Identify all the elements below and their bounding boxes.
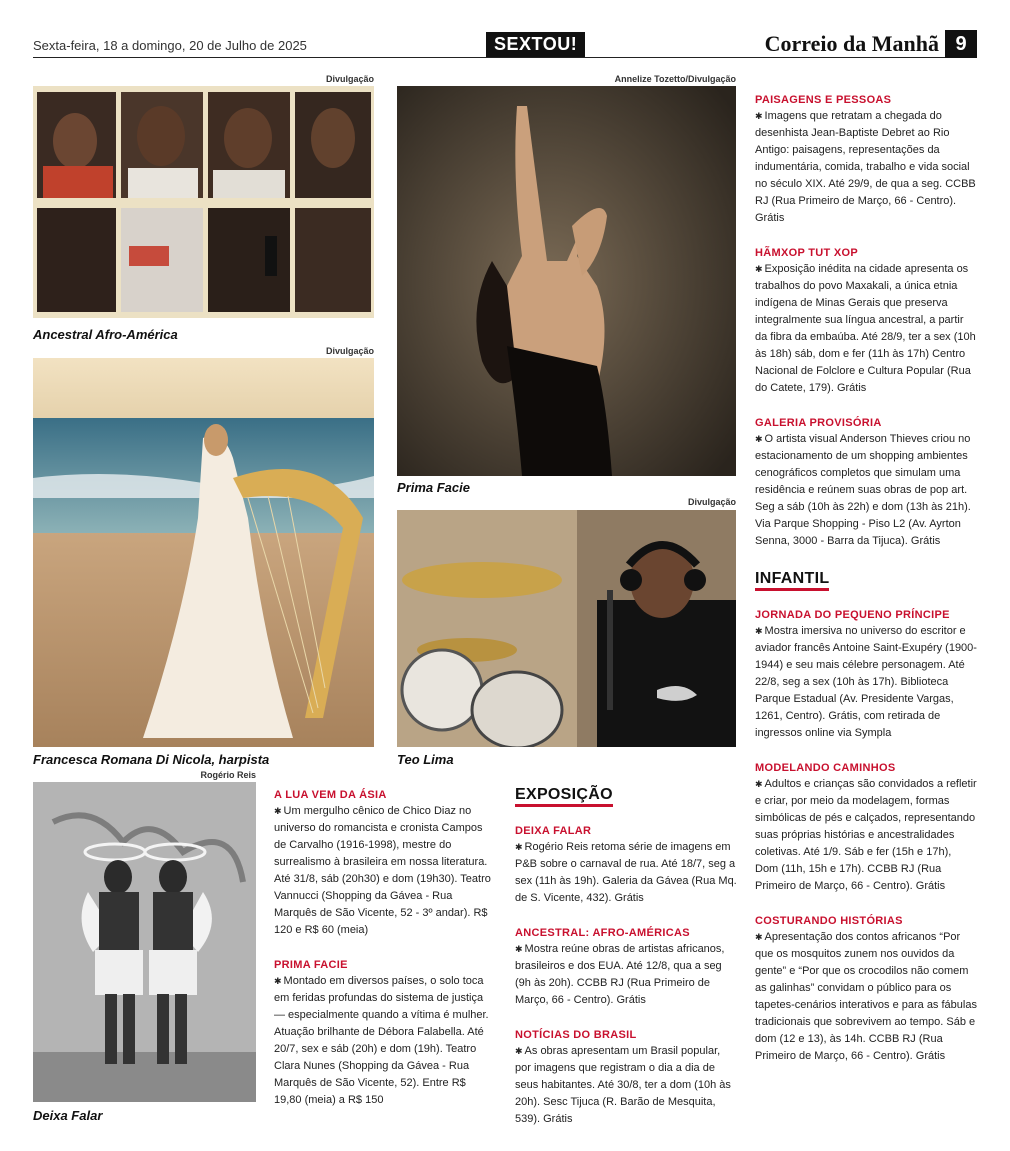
listing-title: GALERIA PROVISÓRIA	[755, 417, 882, 429]
listing-title: A LUA VEM DA ÁSIA	[274, 789, 387, 801]
caption-harpist: Francesca Romana Di Nicola, harpista	[33, 752, 270, 767]
listing-text: ✱ As obras apresentam um Brasil popular, por imagens que registram o dia a dia de seus habitantes. Até 30/8, ter a dom (10h às 20h). Sesc Tijuca (R. Barão de Mesquita, 539). Grátis	[515, 1043, 737, 1128]
listing-title: COSTURANDO HISTÓRIAS	[755, 915, 903, 927]
listing-text: ✱ Exposição inédita na cidade apresenta os trabalhos do povo Maxakali, a única etnia indígena de Minas Gerais que preserva integralmente sua língua ancestral, a partir da fibra da embaúba. Até 28/9, ter a sex (10h às 18h) sáb, dom e fer (11h às 17h) Centro Nacional de Folclore e Cultura Popular (Rua do Catete, 179). Grátis	[755, 261, 977, 397]
caption-ancestral: Ancestral Afro-América	[33, 327, 178, 342]
photo-credit-harpist: Divulgação	[325, 346, 374, 356]
photo-teo-lima	[397, 510, 736, 747]
issue-date: Sexta-feira, 18 a domingo, 20 de Julho de 2025	[33, 38, 307, 53]
photo-deixa-falar	[33, 782, 256, 1102]
listing-text: ✱ Mostra imersiva no universo do escritor e aviador francês Antoine Saint-Exupéry (1900-1944) e seu mais célebre personagem. Até 22/8, seg a sex (10h às 17h). Biblioteca Parque Estadual (Av. Presidente Vargas, 1261, Centro). Grátis, com retirada de ingressos online via Sympla	[755, 623, 977, 742]
listing-text: ✱ Adultos e crianças são convidados a refletir e criar, por meio da modelagem, formas simbólicas de pés e calçados, representando suas próprias histórias e ancestralidades coletivas. Até 1/9. Sáb e fer (15h e 17h), Dom (11h, 15h e 17h). CCBB RJ (Rua Primeiro de Março, 66 - Centro). Grátis	[755, 776, 977, 895]
caption-prima: Prima Facie	[397, 480, 470, 495]
listing-title: HÃMXOP TUT XOP	[755, 247, 859, 259]
caption-deixa: Deixa Falar	[33, 1108, 103, 1123]
listing-text: ✱ Montado em diversos países, o solo toca em feridas profundas do sistema de justiça — especialmente quando a vítima é mulher. Atuação brilhante de Débora Falabella. Até 20/7, sex e sáb (20h) e dom (19h). Teatro Clara Nunes (Shopping da Gávea - Rua Marquês de São Vicente, 52). Entre R$ 19,80 (meia) a R$ 150	[274, 973, 496, 1109]
section-heading-exposicao: EXPOSIÇÃO	[515, 786, 613, 807]
newspaper-logo: Correio da Manhã	[764, 31, 939, 56]
text-column-right	[755, 92, 977, 1083]
text-column-theatre	[274, 787, 496, 1127]
listing-title: JORNADA DO PEQUENO PRÍNCIPE	[755, 609, 950, 621]
page-number: 9	[945, 30, 977, 58]
photo-credit-ancestral: Divulgação	[325, 74, 374, 84]
photo-harpist	[33, 358, 374, 747]
photo-prima-facie	[397, 86, 736, 476]
listing-title: NOTÍCIAS DO BRASIL	[515, 1029, 637, 1041]
listing-text: ✱ Um mergulho cênico de Chico Diaz no universo do romancista e cronista Campos de Carvalho (1916-1998), mestre do surrealismo à brasileira em nossa literatura. Até 31/8, sáb (20h30) e dom (19h30). Teatro Vannucci (Shopping da Gávea - Rua Marquês de São Vicente, 52 - 3º andar). R$ 120 e R$ 60 (meia)	[274, 803, 496, 939]
listing-text: ✱ Imagens que retratam a chegada do desenhista Jean-Baptiste Debret ao Rio Antigo: paisagens, representações da indumentária, comida, trabalho e vida social no século XIX. Até 29/9, de qua a seg. CCBB RJ (Rua Primeiro de Março, 66 - Centro). Grátis	[755, 108, 977, 227]
listing-text: ✱ Mostra reúne obras de artistas africanos, brasileiros e dos EUA. Até 12/8, qua a seg (9h às 20h). CCBB RJ (Rua Primeiro de Março, 66 - Centro). Grátis	[515, 941, 737, 1009]
listing-title: MODELANDO CAMINHOS	[755, 762, 896, 774]
listing-title: PRIMA FACIE	[274, 959, 348, 971]
photo-credit-deixa: Rogério Reis	[200, 770, 256, 780]
listing-title: DEIXA FALAR	[515, 825, 592, 837]
listing-text: ✱ Apresentação dos contos africanos “Por que os mosquitos zunem nos ouvidos da gente” e “Por que os crocodilos não comem as galinhas” convidam o público para os tapetes-cenários interativos e para as fábulas tradicionais que sobrevivem ao tempo. Sáb e dom (12 e 13), às 14h. CCBB RJ (Rua Primeiro de Março, 66 - Centro). Grátis	[755, 929, 977, 1065]
section-badge: SEXTOU!	[486, 32, 585, 57]
caption-teo: Teo Lima	[397, 752, 454, 767]
listing-title: ANCESTRAL: AFRO-AMÉRICAS	[515, 927, 690, 939]
page-header	[33, 30, 977, 58]
listing-text: ✱ Rogério Reis retoma série de imagens em P&B sobre o carnaval de rua. Até 18/7, seg a sex (11h às 19h). Galeria da Gávea (Rua Mq. de S. Vicente, 432). Grátis	[515, 839, 737, 907]
listing-text: ✱ O artista visual Anderson Thieves criou no estacionamento de um shopping ambientes cenográficos completos que simulam uma residência e reúnem suas obras de pop art. Seg a sáb (10h às 22h) e dom (13h às 21h). Via Parque Shopping - Piso L2 (Av. Ayrton Senna, 3000 - Barra da Tijuca). Grátis	[755, 431, 977, 550]
section-heading-infantil: INFANTIL	[755, 570, 829, 591]
text-column-exposicao	[515, 784, 737, 1146]
photo-credit-teo: Divulgação	[687, 497, 736, 507]
photo-credit-prima: Annelize Tozetto/Divulgação	[614, 74, 736, 84]
photo-ancestral	[33, 86, 374, 318]
listing-title: PAISAGENS E PESSOAS	[755, 94, 892, 106]
